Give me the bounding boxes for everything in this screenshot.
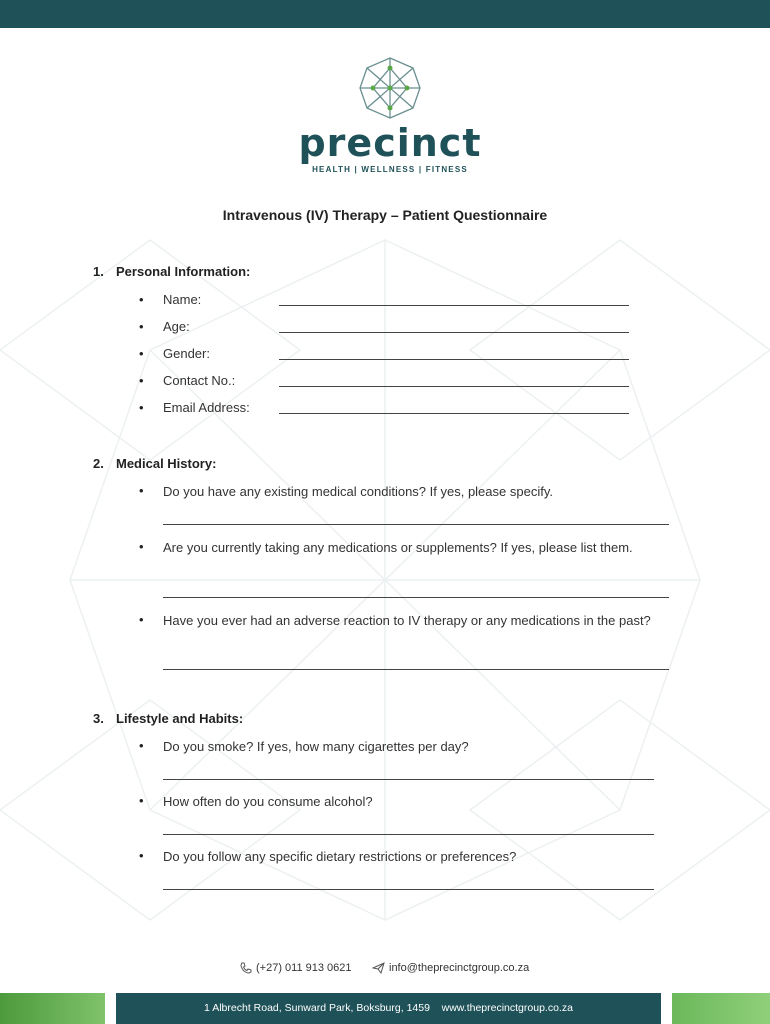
phone-number: (+27) 011 913 0621 [256, 962, 352, 974]
question-smoking: Do you smoke? If yes, how many cigarettes per day? [163, 739, 469, 754]
logo-tagline: HEALTH | WELLNESS | FITNESS [312, 165, 468, 174]
bullet: • [139, 292, 144, 307]
logo-wordmark: precinct [298, 121, 482, 165]
field-label-contact: Contact No.: [163, 373, 236, 388]
footer-accent-left [0, 993, 105, 1024]
bullet: • [139, 793, 144, 808]
field-label-gender: Gender: [163, 346, 210, 361]
answer-alcohol[interactable] [163, 834, 654, 835]
footer-address-bar [116, 993, 661, 1024]
field-label-age: Age: [163, 319, 190, 334]
name-field[interactable] [279, 305, 629, 306]
age-field[interactable] [279, 332, 629, 333]
section-2-heading: 2. Medical History: [93, 456, 217, 471]
contact-number-field[interactable] [279, 386, 629, 387]
question-medical-conditions: Do you have any existing medical conditions? If yes, please specify. [163, 484, 553, 499]
answer-adverse-reaction[interactable] [163, 669, 669, 670]
question-medications: Are you currently taking any medications or supplements? If yes, please list them. [163, 540, 633, 555]
question-alcohol: How often do you consume alcohol? [163, 794, 373, 809]
answer-dietary[interactable] [163, 889, 654, 890]
footer-address: 1 Albrecht Road, Sunward Park, Boksburg, 1459 [204, 1002, 430, 1014]
section-2-number: 2. [93, 456, 104, 471]
section-3-number: 3. [93, 711, 104, 726]
bullet: • [139, 539, 144, 554]
footer-accent-right [672, 993, 770, 1024]
logo-geometric-icon [357, 55, 423, 121]
section-3-heading: 3. Lifestyle and Habits: [93, 711, 244, 726]
section-1-heading: 1. Personal Information: [93, 264, 251, 279]
bullet: • [139, 483, 144, 498]
bullet: • [139, 400, 144, 415]
email-address-field[interactable] [279, 413, 629, 414]
bullet: • [139, 612, 144, 627]
document-title: Intravenous (IV) Therapy – Patient Questionnaire [222, 207, 548, 223]
section-1-title: Personal Information [116, 264, 247, 279]
answer-medications[interactable] [163, 597, 669, 598]
phone-icon [240, 962, 252, 974]
background-geometric-pattern [0, 200, 770, 960]
bullet: • [139, 848, 144, 863]
answer-smoking[interactable] [163, 779, 654, 780]
section-2-title: Medical History [116, 456, 213, 471]
field-label-name: Name: [163, 292, 202, 307]
gender-field[interactable] [279, 359, 629, 360]
email-address: info@theprecinctgroup.co.za [389, 962, 530, 974]
footer-email [372, 962, 529, 974]
section-3-title: Lifestyle and Habits [116, 711, 239, 726]
precinct-logo [290, 55, 490, 174]
bullet: • [139, 319, 144, 334]
header-bar [0, 0, 770, 28]
answer-medical-conditions[interactable] [163, 524, 669, 525]
field-label-email: Email Address: [163, 400, 250, 415]
question-dietary: Do you follow any specific dietary restrictions or preferences? [163, 849, 517, 864]
section-1-number: 1. [93, 264, 104, 279]
bullet: • [139, 373, 144, 388]
bullet: • [139, 738, 144, 753]
send-icon [372, 962, 385, 974]
bullet: • [139, 346, 144, 361]
question-adverse-reaction: Have you ever had an adverse reaction to IV therapy or any medications in the past? [163, 613, 651, 628]
footer-phone [240, 962, 352, 974]
footer-website: www.theprecinctgroup.co.za [441, 1002, 573, 1014]
